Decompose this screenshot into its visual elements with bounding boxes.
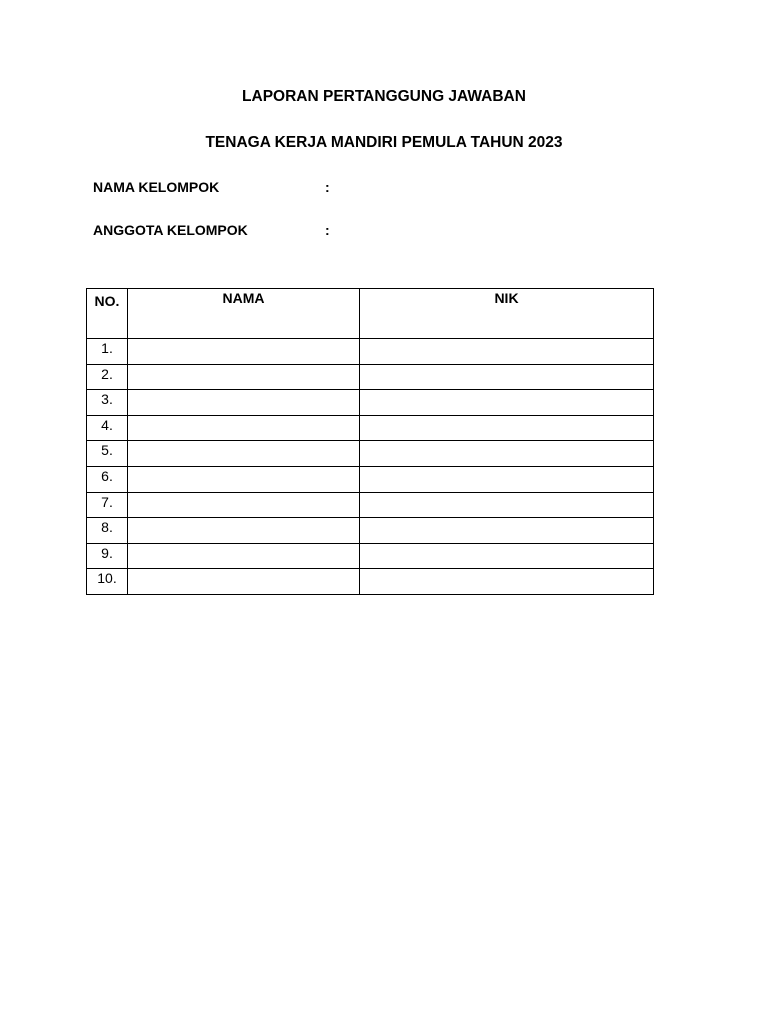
nik-cell [360, 364, 654, 390]
header-no: NO. [87, 289, 128, 339]
nik-cell [360, 390, 654, 416]
nama-cell [128, 518, 360, 544]
nama-cell [128, 543, 360, 569]
table-row [87, 364, 654, 390]
nama-kelompok-label: NAMA KELOMPOK [93, 179, 220, 195]
nik-cell [360, 518, 654, 544]
nama-cell [128, 441, 360, 467]
table-row [87, 415, 654, 441]
row-number: 2. [87, 364, 128, 390]
anggota-kelompok-label: ANGGOTA KELOMPOK [93, 222, 248, 238]
document-subtitle: TENAGA KERJA MANDIRI PEMULA TAHUN 2023 [205, 134, 563, 151]
table-row [87, 569, 654, 595]
table-row [87, 543, 654, 569]
nama-kelompok-separator: : [325, 179, 330, 195]
header-nama: NAMA [128, 289, 360, 339]
anggota-kelompok-field [93, 221, 413, 241]
nik-cell [360, 492, 654, 518]
row-number: 5. [87, 441, 128, 467]
row-number: 8. [87, 518, 128, 544]
table-row [87, 390, 654, 416]
nama-cell [128, 339, 360, 365]
nama-kelompok-field [93, 178, 413, 198]
table-row [87, 441, 654, 467]
table-row [87, 492, 654, 518]
anggota-kelompok-separator: : [325, 222, 330, 238]
nama-cell [128, 390, 360, 416]
row-number: 7. [87, 492, 128, 518]
row-number: 4. [87, 415, 128, 441]
table-row [87, 518, 654, 544]
row-number: 3. [87, 390, 128, 416]
row-number: 1. [87, 339, 128, 365]
members-table [86, 288, 654, 595]
nik-cell [360, 466, 654, 492]
nik-cell [360, 543, 654, 569]
nik-cell [360, 569, 654, 595]
row-number: 6. [87, 466, 128, 492]
table-header-row [87, 289, 654, 339]
nama-cell [128, 364, 360, 390]
nama-cell [128, 492, 360, 518]
nik-cell [360, 441, 654, 467]
nama-cell [128, 466, 360, 492]
nik-cell [360, 339, 654, 365]
row-number: 9. [87, 543, 128, 569]
table-row [87, 466, 654, 492]
nik-cell [360, 415, 654, 441]
document-title: LAPORAN PERTANGGUNG JAWABAN [242, 88, 526, 105]
row-number: 10. [87, 569, 128, 595]
nama-cell [128, 569, 360, 595]
header-nik: NIK [360, 289, 654, 339]
nama-cell [128, 415, 360, 441]
table-row [87, 339, 654, 365]
